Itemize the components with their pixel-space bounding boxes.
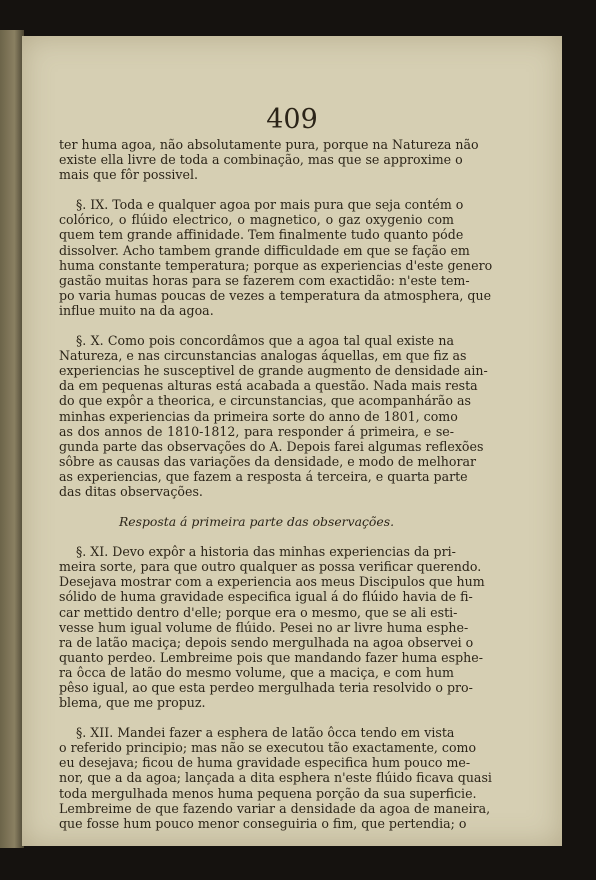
text-line: po varia humas poucas de vezes a temperatura da atmosphera, que <box>59 287 492 303</box>
section-subheading: Resposta á primeira parte das observações. <box>118 514 395 530</box>
text-line: existe ella livre de toda a combinação, mas que se approxime o <box>59 152 463 168</box>
text-line: das ditas observações. <box>59 483 203 499</box>
text-line: dissolver. Acho tambem grande difficuldade em que se fação em <box>59 242 470 258</box>
text-line: experiencias he susceptivel de grande augmento de densidade ain- <box>59 363 488 379</box>
text-line: blema, que me propuz. <box>59 695 206 711</box>
paragraph <box>59 544 485 711</box>
text-line: ter huma agoa, não absolutamente pura, porque na Natureza não <box>59 137 479 152</box>
book-page <box>22 36 562 846</box>
text-line: Natureza, e nas circunstancias analogas áquellas, em que fiz as <box>59 348 467 364</box>
text-line: do que expôr a theorica, e circunstancias, que acompanhárão as <box>59 393 471 409</box>
text-line: gastão muitas horas para se fazerem com exactidão: n'este tem- <box>59 272 470 288</box>
text-line: o referido principio; mas não se executou tão exactamente, como <box>59 740 477 756</box>
paragraph <box>59 137 479 183</box>
text-line: as experiencias, que fazem a resposta á terceira, e quarta parte <box>59 468 468 484</box>
text-line: toda mergulhada menos huma pequena porção da sua superficie. <box>59 785 477 801</box>
text-line: Desejava mostrar com a experiencia aos meus Discipulos que hum <box>59 574 485 590</box>
text-line: da em pequenas alturas está acabada a questão. Nada mais resta <box>59 378 478 394</box>
text-line: mais que fôr possivel. <box>59 167 199 183</box>
text-line: sólido de huma gravidade especifica igual á do flúido havia de fi- <box>59 589 473 605</box>
text-line: nor, que a da agoa; lançada a dita esphera n'este flúido ficava quasi <box>59 770 492 786</box>
text-line: quem tem grande affinidade. Tem finalmente tudo quanto póde <box>59 227 464 243</box>
text-line: huma constante temperatura; porque as experiencias d'este genero <box>59 257 493 273</box>
text-line: que fosse hum pouco menor conseguiria o fim, que pertendia; o <box>59 815 467 831</box>
paragraph <box>59 333 488 499</box>
text-line: quanto perdeo. Lembreime pois que mandando fazer huma esphe- <box>59 649 483 665</box>
paragraph <box>59 725 492 831</box>
text-line: ra de latão maciça; depois sendo mergulhada na agoa observei o <box>59 634 474 650</box>
text-line: pêso igual, ao que esta perdeo mergulhada teria resolvido o pro- <box>59 680 473 695</box>
text-line: §. XI. Devo expôr a historia das minhas experiencias da pri- <box>76 544 456 560</box>
text-line: eu desejava; ficou de huma gravidade especifica hum pouco me- <box>59 755 471 771</box>
text-line: Lembreime de que fazendo variar a densidade da agoa de maneira, <box>59 800 491 816</box>
text-line: minhas experiencias da primeira sorte do anno de 1801, como <box>59 408 458 424</box>
text-line: vesse hum igual volume de flúido. Pesei no ar livre huma esphe- <box>59 619 469 635</box>
body-text <box>59 137 493 846</box>
text-line: ra ôcca de latão do mesmo volume, que a maciça, e com hum <box>59 664 454 680</box>
text-line: colórico, o flúido electrico, o magnetico, o gaz oxygenio com <box>59 212 454 228</box>
text-line: §. IX. Toda e qualquer agoa por mais pura que seja contém o <box>76 197 464 213</box>
paragraph <box>59 197 493 318</box>
text-line: meira sorte, para que outro qualquer as possa verificar querendo. <box>59 559 482 575</box>
text-line: car mettido dentro d'elle; porque era o mesmo, que se ali esti- <box>59 604 458 620</box>
text-line: gunda parte das observações do A. Depois farei algumas reflexões <box>59 438 484 454</box>
text-line: sôbre as causas das variações da densidade, e modo de melhorar <box>59 453 477 469</box>
text-line: §. X. Como pois concordâmos que a agoa tal qual existe na <box>76 333 454 349</box>
text-line: as dos annos de 1810-1812, para responder á primeira, e se- <box>59 423 454 439</box>
adjacent-page-edge <box>0 30 24 848</box>
page-number: 409 <box>266 104 318 135</box>
text-line: §. XII. Mandei fazer a esphera de latão ôcca tendo em vista <box>76 725 455 741</box>
text-line: influe muito na da agoa. <box>59 302 214 318</box>
